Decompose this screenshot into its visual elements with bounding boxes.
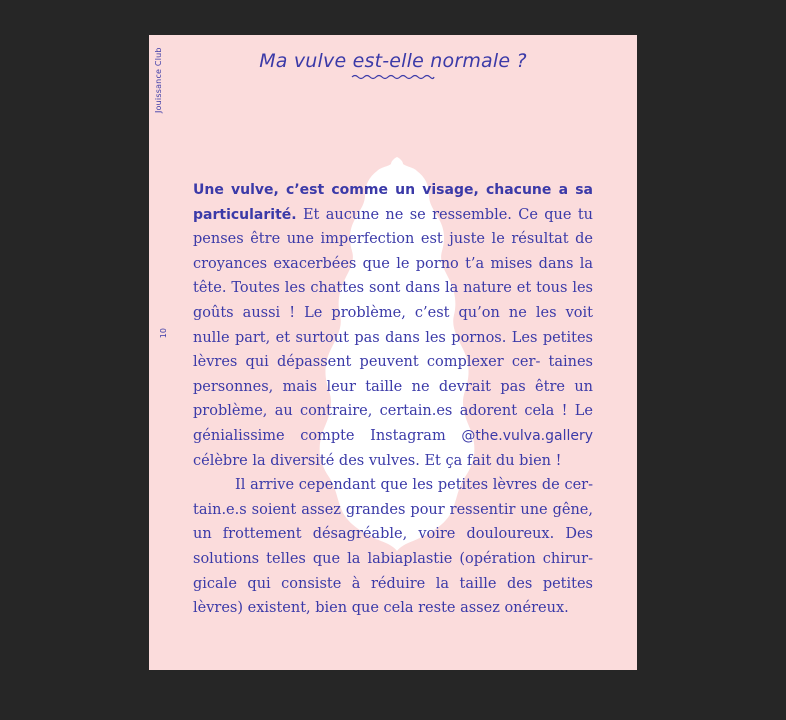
article-paragraph-1 xyxy=(193,178,593,473)
article-paragraph-1-part-a: Et aucune ne se ressemble. Ce que tu penses être une imperfection est juste le résultat de croyances exacerbées que le porno t’a mises dans la tête. Toutes les chattes sont dans la nature et tous les goûts aussi ! Le problème, c’est qu’on ne les voit nulle part, et surtout pas dans les pornos. Les petites lèvres qui dépassent peuvent complexer cer- taines personnes, mais leur taille ne devrait pas être un problème, au contraire, certain.es adorent cela ! Le génialissime compte Instagram xyxy=(193,206,593,444)
book-title-side-label: Jouissance Club xyxy=(154,47,163,113)
article-paragraph-2: Il arrive cependant que les petites lèvres de certain.e.s soient assez grandes pour ressentir une gêne, un frottement désagréable, voire douloureux. Des solutions telles que la labiaplastie (opération chirurgicale qui consiste à réduire la taille des petites lèvres) existent, bien que cela reste assez onéreux. xyxy=(193,477,593,617)
instagram-handle: @the.vulva.gallery xyxy=(461,427,593,444)
document-page xyxy=(149,35,637,670)
article-body xyxy=(193,178,593,621)
article-paragraph-1-part-b: célèbre la diversité des vulves. Et ça fait du bien ! xyxy=(193,452,562,469)
wavy-underline xyxy=(351,73,435,81)
wavy-underline-stroke xyxy=(352,76,434,79)
page-number: 10 xyxy=(159,328,168,339)
page-title: Ma vulve est-elle normale ? xyxy=(259,50,527,72)
article-lead-sentence: Une vulve, c’est comme un visage, chacune a sa particularité. xyxy=(193,182,593,223)
